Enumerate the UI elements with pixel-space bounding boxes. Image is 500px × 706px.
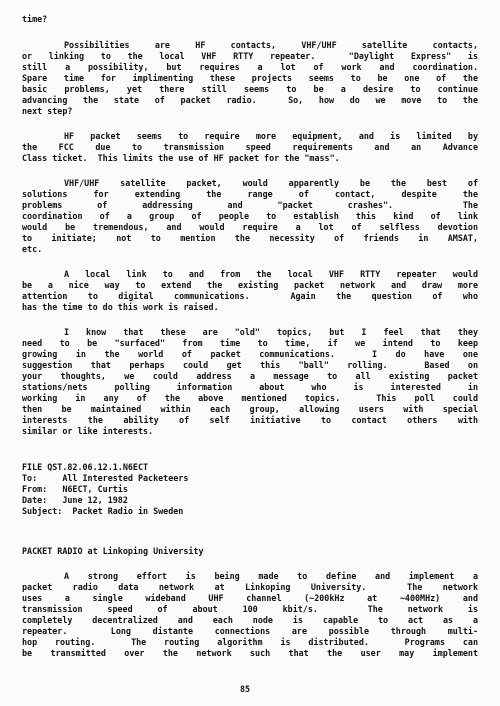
- paragraph-line: repeater. Long distante connections are possible through multi-: [22, 626, 478, 636]
- paragraph-line: completely decentralized and each node is capable to act as a: [22, 615, 478, 625]
- paragraph-line: coordination of a group of people to establish this kind of link: [22, 211, 478, 221]
- section-title: PACKET RADIO at Linkoping University: [22, 546, 204, 556]
- paragraph-line: would be tremendous, and would require a lot of selfless devotion: [22, 222, 478, 232]
- paragraph-line: working in any of the above mentioned topics. This poll could: [22, 393, 478, 403]
- top-fragment: time?: [22, 14, 48, 24]
- paragraph-line: A local link to and from the local VHF RTTY repeater would: [64, 269, 478, 279]
- paragraph-line: basic problems, yet there still seems to be a desire to continue: [22, 84, 478, 94]
- paragraph-line: still a possibility, but requires a lot of work and coordination.: [22, 62, 478, 72]
- paragraph-line: attention to digital communications. Again the question of who: [22, 291, 478, 301]
- paragraph-line: suggestion that perhaps could get this "ball" rolling. Based on: [22, 360, 478, 370]
- paragraph-line: advancing the state of packet radio. So, how do we move to the: [22, 95, 478, 105]
- paragraph-line: next step?: [22, 106, 73, 116]
- message-to-line: To: All Interested Packeteers: [22, 473, 189, 483]
- paragraph-line: packet radio data network at Linkoping University. The network: [22, 582, 478, 592]
- paragraph-line: etc.: [22, 244, 43, 254]
- paragraph-line: Possibilities are HF contacts, VHF/UHF satellite contacts,: [64, 40, 478, 50]
- paragraph-line: problems of addressing and "packet crashes". The: [22, 200, 478, 210]
- paragraph-line: hop routing. The routing algorithm is distributed. Programs can: [22, 637, 478, 647]
- paragraph-line: your thoughts, we could address a message to all existing packet: [22, 371, 478, 381]
- message-from-line: From: N6ECT, Curtis: [22, 484, 128, 494]
- paragraph-line: Class ticket. This limits the use of HF packet for the "mass".: [22, 153, 340, 163]
- paragraph-line: interests the ability of self initiative to contact others with: [22, 415, 478, 425]
- paragraph-line: then be maintained within each group, allowing users with special: [22, 404, 478, 414]
- paragraph-line: similar or like interests.: [22, 426, 154, 436]
- paragraph-line: A strong effort is being made to define and implement a: [64, 571, 478, 581]
- message-subject-line: Subject: Packet Radio in Sweden: [22, 506, 184, 516]
- paragraph-line: HF packet seems to require more equipment, and is limited by: [64, 131, 478, 141]
- paragraph-line: or linking to the local VHF RTTY repeater. "Daylight Express" is: [22, 51, 478, 61]
- message-date-line: Date: June 12, 1982: [22, 495, 128, 505]
- paragraph-line: need to be "surfaced" from time to time, if we intend to keep: [22, 338, 478, 348]
- paragraph-line: transmission speed of about 100 kbit/s. The network is: [22, 604, 478, 614]
- paragraph-line: stations/nets polling information about who is interested in: [22, 382, 478, 392]
- message-file-line: FILE QST.82.06.12.1.N6ECT: [22, 462, 149, 472]
- paragraph-line: the FCC due to transmission speed requirements and an Advance: [22, 142, 478, 152]
- paragraph-line: growing in the world of packet communications. I do have one: [22, 349, 478, 359]
- paragraph-line: be transmitted over the network such that the user may implement: [22, 648, 478, 658]
- paragraph-line: I know that these are "old" topics, but I feel that they: [64, 327, 478, 337]
- page-number: 85: [240, 684, 251, 694]
- paragraph-line: VHF/UHF satellite packet, would apparently be the best of: [64, 178, 478, 188]
- paragraph-line: Spare time for implimenting these projects seems to be one of the: [22, 73, 478, 83]
- paragraph-line: has the time to do this work is raised.: [22, 302, 219, 312]
- paragraph-line: uses a single wideband UHF channel (~200kHz at ~400MHz) and: [22, 593, 478, 603]
- paragraph-line: to initiate; not to mention the necessity of friends in AMSAT,: [22, 233, 478, 243]
- paragraph-line: be a nice way to extend the existing packet network and draw more: [22, 280, 478, 290]
- paragraph-line: solutions for extending the range of contact, despite the: [22, 189, 478, 199]
